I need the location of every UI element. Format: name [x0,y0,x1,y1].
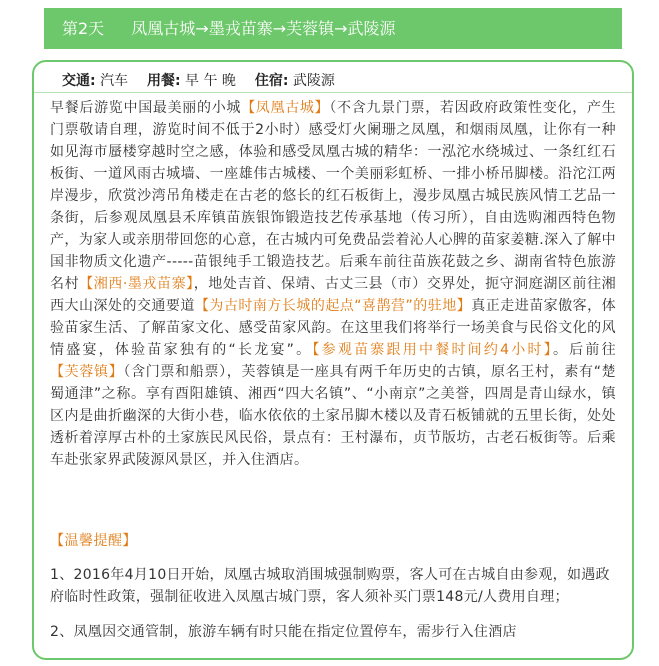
body-text-5: 。后前往 [552,342,616,358]
transport-label: 交通: [62,73,96,89]
body-text-4: 真正走进苗家傲客，体验苗家生活、了解苗家文化、感受苗家风韵。在这里我们将举行一场美食与民俗文化的风情盛宴，体验苗家独有的“长龙宴”。 [50,298,616,358]
day-header [44,8,622,49]
tip-item-1: 1、2016年4月10日开始，凤凰古城取消围城强制购票，客人可在古城自由参观，如遇政府临时性政策，强制征收进入凤凰古城门票，客人须补买门票148元/人费用自理； [50,567,610,605]
itinerary-description [50,97,616,471]
highlight-furong: 【芙蓉镇】 [50,364,124,380]
meals-label: 用餐: [146,73,181,89]
lodging-label: 住宿: [254,73,289,89]
lodging-value: 武陵源 [292,73,335,89]
body-text-6: （含门票和船票），芙蓉镇是一座具有两千年历史的古镇，原名王村，素有“楚蜀通津”之称。享有酉阳雄镇、湘西“四大名镇”、“小南京”之美誉，四周是青山绿水，镇区内是曲折幽深的大街小巷，临水依依的土家吊脚木楼以及青石板铺就的五里长街，处处透析着淳厚古朴的土家族民风民俗，景点有：王村瀑布，贞节版坊，古老石板街等。后乘车赴张家界武陵源风景区，并入住酒店。 [50,364,616,468]
highlight-great-wall: 【为古时南方长城的起点“喜鹊营”的驻地】 [194,298,472,314]
transport-value: 汽车 [100,73,129,89]
route-title: 凤凰古城→墨戎苗寨→芙蓉镇→武陵源 [131,19,396,38]
itinerary-card [32,60,634,660]
highlight-visit-time: 【参观苗寨跟用中餐时间约4小时】 [312,342,553,358]
highlight-fenghuang: 【凤凰古城】 [241,100,330,116]
body-text-3: ，地处吉首、保靖、古丈三县（市）交界处，扼守洞庭湖区前往湘西大山深处的交通要道 [50,276,616,314]
meals-value: 早 午 晚 [185,73,236,89]
tips-title: 【温馨提醒】 [50,533,137,549]
meta-divider [34,92,632,93]
meta-row [62,70,335,90]
body-text-2: （不含九景门票，若因政府政策性变化，产生门票敬请自理，游览时间不低于2小时）感受灯火阑珊之凤凰，和烟雨凤凰，让你有一种如见海市蜃楼穿越时空之感，体验和感受凤凰古城的精华：一泓沱水绕城过、一条红红石板街、一道风雨古城墙、一座雄伟古城楼、一个美丽彩虹桥、一排小桥吊脚楼。沿沱江两岸漫步，欣赏沙湾吊角楼走在古老的悠长的红石板街上，漫步凤凰古城民族风情工艺品一条街，后参观凤凰县禾库镇苗族银饰锻造技艺传承基地（传习所），自由选购湘西特色物产，为家人或亲朋带回您的心意，在古城内可免费品尝着沁人心脾的苗家姜糖.深入了解中国非物质文化遗产-----苗银纯手工锻造技艺。后乘车前往苗族花鼓之乡、湖南省特色旅游名村 [50,100,616,292]
tip-item-2: 2、凤凰因交通管制，旅游车辆有时只能在指定位置停车，需步行入住酒店 [50,624,517,640]
highlight-morong: 【湘西·墨戎苗寨】 [79,276,194,292]
day-label: 第2天 [62,19,105,38]
body-text-1: 早餐后游览中国最美丽的小城 [50,100,242,116]
